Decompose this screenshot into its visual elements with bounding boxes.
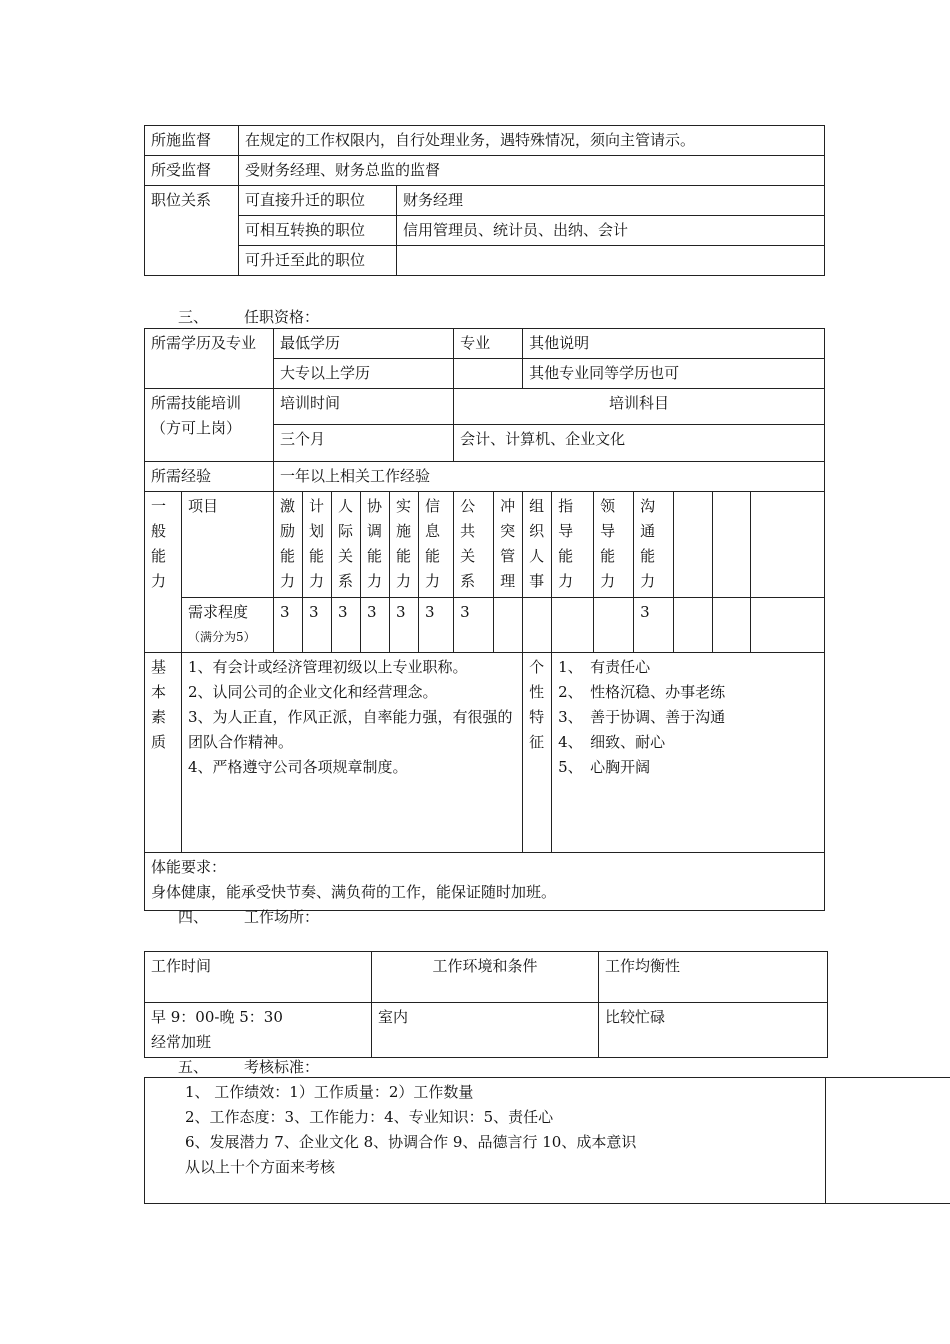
basic-quality-item: 1、有会计或经济管理初级以上专业职称。 — [188, 658, 468, 676]
position-relations-table — [144, 125, 825, 276]
ability-header: 冲突管理 — [494, 492, 523, 598]
basic-quality-item: 2、认同公司的企业文化和经营理念。 — [188, 683, 438, 701]
major-label: 专业 — [454, 329, 523, 359]
workplace-table — [144, 951, 828, 1058]
personality-item: 4、 细致、耐心 — [558, 733, 666, 751]
ability-header: 公共关系 — [454, 492, 494, 598]
physical-label: 体能要求： — [151, 858, 227, 876]
supervised-value: 受财务经理、财务总监的监督 — [239, 156, 825, 186]
ability-header: 人际关系 — [332, 492, 361, 598]
training-subject-value: 会计、计算机、企业文化 — [454, 425, 825, 462]
transfer-value: 信用管理员、统计员、出纳、会计 — [397, 216, 825, 246]
work-time-value-line1: 早 9：00-晚 5：30 — [151, 1008, 283, 1026]
min-education-value: 大专以上学历 — [274, 359, 454, 389]
demand-value: 3 — [274, 598, 303, 653]
work-time-label: 工作时间 — [145, 952, 372, 1003]
demand-value — [552, 598, 594, 653]
demand-value: 3 — [303, 598, 332, 653]
basic-quality-list — [182, 653, 523, 853]
ability-header: 协调能力 — [361, 492, 390, 598]
assessment-item: 从以上十个方面来考核 — [185, 1158, 336, 1176]
assessment-blank-cell — [826, 1078, 950, 1204]
assessment-criteria — [145, 1078, 826, 1204]
education-label: 所需学历及专业 — [145, 329, 274, 389]
section-3-number: 三、 — [178, 308, 209, 326]
ability-header: 组织人事 — [523, 492, 552, 598]
personality-item: 2、 性格沉稳、办事老练 — [558, 683, 726, 701]
personality-label: 个性特征 — [523, 653, 552, 853]
demand-value: 3 — [361, 598, 390, 653]
training-time-value: 三个月 — [274, 425, 454, 462]
physical-requirement — [145, 853, 825, 911]
assessment-item: 6、发展潜力 7、企业文化 8、协调合作 9、品德言行 10、成本意识 — [185, 1133, 637, 1151]
section-3-title: 任职资格： — [244, 308, 320, 326]
basic-quality-item: 3、为人正直，作风正派，自率能力强，有很强的团队合作精神。 — [188, 708, 513, 751]
experience-label: 所需经验 — [145, 462, 274, 492]
ability-header — [674, 492, 713, 598]
demand-value — [751, 598, 825, 653]
physical-value: 身体健康，能承受快节奏、满负荷的工作，能保证随时加班。 — [151, 883, 557, 901]
basic-quality-label: 基本素质 — [145, 653, 182, 853]
section-4-title: 工作场所： — [244, 908, 320, 926]
work-time-value-line2: 经常加班 — [151, 1033, 212, 1051]
item-label: 项目 — [182, 492, 274, 598]
demand-level-text: 需求程度 — [188, 603, 249, 621]
demand-value — [713, 598, 751, 653]
relation-label: 职位关系 — [145, 186, 239, 276]
ability-header — [751, 492, 825, 598]
assessment-item: 1、 工作绩效：1）工作质量：2）工作数量 — [185, 1083, 474, 1101]
assessment-table — [144, 1077, 950, 1204]
transfer-label: 可相互转换的职位 — [239, 216, 397, 246]
section-4-number: 四、 — [178, 908, 209, 926]
demand-level-label — [182, 598, 274, 653]
personality-item: 3、 善于协调、善于沟通 — [558, 708, 726, 726]
personality-item: 5、 心胸开阔 — [558, 758, 651, 776]
ability-header: 领导能力 — [594, 492, 634, 598]
qualification-table — [144, 328, 825, 911]
supervised-label: 所受监督 — [145, 156, 239, 186]
general-ability-label: 一般能力 — [145, 492, 182, 653]
demand-value: 3 — [332, 598, 361, 653]
section-5-heading — [178, 1057, 319, 1077]
section-3-heading — [178, 307, 319, 327]
work-environment-label: 工作环境和条件 — [372, 952, 599, 1003]
ability-header: 指导能力 — [552, 492, 594, 598]
demand-value — [494, 598, 523, 653]
section-4-heading — [178, 907, 319, 927]
ability-header: 激励能力 — [274, 492, 303, 598]
supervise-value: 在规定的工作权限内，自行处理业务，遇特殊情况，须向主管请示。 — [239, 126, 825, 156]
work-environment-value: 室内 — [372, 1003, 599, 1058]
ability-header: 沟通能力 — [634, 492, 674, 598]
skill-training-label-line2: （方可上岗） — [151, 419, 242, 437]
demand-level-note: （满分为5） — [188, 630, 256, 644]
demand-value: 3 — [634, 598, 674, 653]
ability-header: 计划能力 — [303, 492, 332, 598]
training-time-label: 培训时间 — [274, 389, 454, 425]
skill-training-label — [145, 389, 274, 462]
demand-value: 3 — [390, 598, 419, 653]
ability-header — [713, 492, 751, 598]
promote-label: 可直接升迁的职位 — [239, 186, 397, 216]
work-time-value — [145, 1003, 372, 1058]
promote-to-label: 可升迁至此的职位 — [239, 246, 397, 276]
skill-training-label-line1: 所需技能培训 — [151, 394, 242, 412]
personality-list — [552, 653, 825, 853]
demand-value — [674, 598, 713, 653]
basic-quality-item: 4、严格遵守公司各项规章制度。 — [188, 758, 408, 776]
other-notes-label: 其他说明 — [523, 329, 825, 359]
demand-value: 3 — [419, 598, 454, 653]
major-value — [454, 359, 523, 389]
demand-value — [594, 598, 634, 653]
section-5-title: 考核标准： — [244, 1058, 320, 1076]
assessment-item: 2、工作态度：3、工作能力：4、专业知识：5、责任心 — [185, 1108, 554, 1126]
work-balance-label: 工作均衡性 — [599, 952, 828, 1003]
training-subject-label: 培训科目 — [454, 389, 825, 425]
work-balance-value: 比较忙碌 — [599, 1003, 828, 1058]
demand-value — [523, 598, 552, 653]
ability-header: 实施能力 — [390, 492, 419, 598]
experience-value: 一年以上相关工作经验 — [274, 462, 825, 492]
promote-value: 财务经理 — [397, 186, 825, 216]
supervise-label: 所施监督 — [145, 126, 239, 156]
promote-to-value — [397, 246, 825, 276]
demand-value: 3 — [454, 598, 494, 653]
personality-item: 1、 有责任心 — [558, 658, 651, 676]
section-5-number: 五、 — [178, 1058, 209, 1076]
min-education-label: 最低学历 — [274, 329, 454, 359]
other-notes-value: 其他专业同等学历也可 — [523, 359, 825, 389]
ability-header: 信息能力 — [419, 492, 454, 598]
